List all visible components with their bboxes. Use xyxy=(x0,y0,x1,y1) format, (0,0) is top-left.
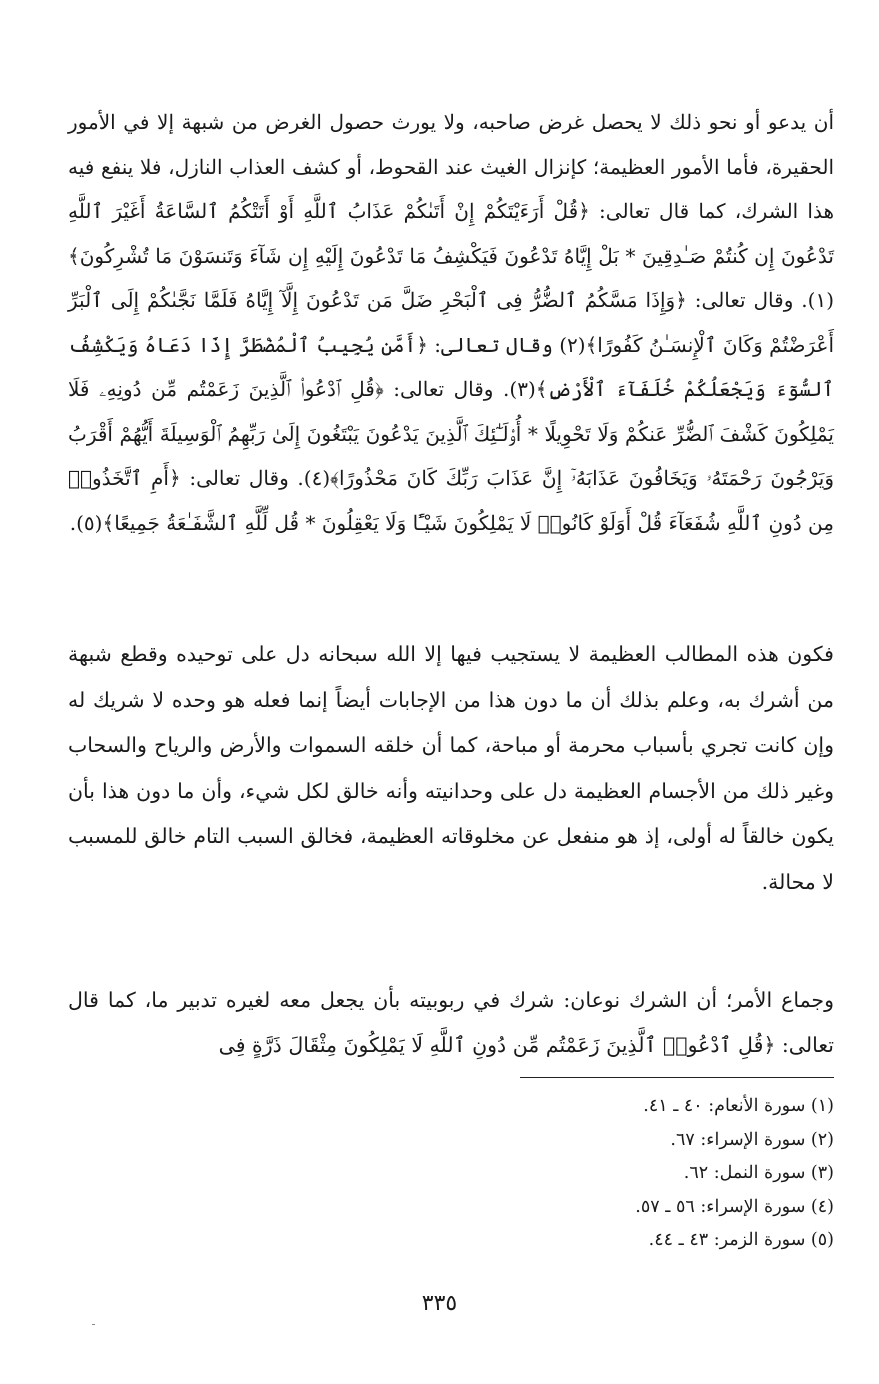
footnote-1: (١) سورة الأنعام: ٤٠ ـ ٤١. xyxy=(643,1096,834,1116)
paragraph-3: وجماع الأمر؛ أن الشرك نوعان: شرك في ربوبيته بأن يجعل معه لغيره تدبير ما، كما قال تعالى: ﴿قُلِ ٱدْعُوا۟ ٱلَّذِينَ زَعَمْتُم مِّن دُونِ ٱللَّهِ لَا يَمْلِكُونَ مِثْقَالَ ذَرَّةٍ فِى xyxy=(68,988,834,1057)
footnote-2: (٢) سورة الإسراء: ٦٧. xyxy=(670,1129,834,1150)
paragraph-2: فكون هذه المطالب العظيمة لا يستجيب فيها إلا الله سبحانه دل على توحيده وقطع شبهة من أشرك به، وعلم بذلك أن ما دون هذا من الإجابات أيضاً إنما فعله هو وحده لا شريك له وإن كانت تجري بأسباب محرمة أو مباحة، كما أن خلقه السموات والأرض والرياح والسحاب وغير ذلك من الأجسام العظيمة دل على وحدانيته وأنه خالق لكل شيء، وأن ما دون هذا بأن يكون خالقاً له أولى، إذ هو منفعل عن مخلوقاته العظيمة، فخالق السبب التام خالق للمسبب لا محالة. xyxy=(68,642,834,894)
footnote-4: (٤) سورة الإسراء: ٥٦ ـ ٥٧. xyxy=(635,1196,834,1217)
footnotes-list xyxy=(635,1090,834,1258)
paragraph-1: أن يدعو أو نحو ذلك لا يحصل غرض صاحبه، ولا يورث حصول الغرض من شبهة إلا في الأمور الحقيرة، فأما الأمور العظيمة؛ كإنزال الغيث عند القحوط، أو كشف العذاب النازل، فلا ينفع فيه هذا الشرك، كما قال تعالى: ﴿قُلْ أَرَءَيْتَكُمْ إِنْ أَتَىٰكُمْ عَذَابُ ٱللَّهِ أَوْ أَتَتْكُمُ ٱلسَّاعَةُ أَغَيْرَ ٱللَّهِ تَدْعُونَ إِن كُنتُمْ صَـٰدِقِينَ * بَلْ إِيَّاهُ تَدْعُونَ فَيَكْشِفُ مَا تَدْعُونَ إِلَيْهِ إِن شَآءَ وَتَنسَوْنَ مَا تُشْرِكُونَ﴾(١). وقال تعالى: ﴿وَإِذَا مَسَّكُمُ ٱلضُّرُّ فِى ٱلْبَحْرِ ضَلَّ مَن تَدْعُونَ إِلَّآ إِيَّاهُ فَلَمَّا نَجَّىٰكُمْ إِلَى ٱلْبَرِّ أَعْرَضْتُمْ وَكَانَ ٱلْإِنسَـٰنُ كَفُورًا﴾(٢) وقال تعالى: ﴿أَمَّن يُجِيبُ ٱلْمُضْطَرَّ إِذَا دَعَاهُ وَيَكْشِفُ ٱلسُّوٓءَ وَيَجْعَلُكُمْ خُلَفَآءَ ٱلْأَرْضِ﴾(٣). وقال تعالى: ﴿قُلِ ٱدْعُوا۟ ٱلَّذِينَ زَعَمْتُم مِّن دُونِهِۦ فَلَا يَمْلِكُونَ كَشْفَ ٱلضُّرِّ عَنكُمْ وَلَا تَحْوِيلًا * أُو۟لَـٰٓئِكَ ٱلَّذِينَ يَدْعُونَ يَبْتَغُونَ إِلَىٰ رَبِّهِمُ ٱلْوَسِيلَةَ أَيُّهُمْ أَقْرَبُ وَيَرْجُونَ رَحْمَتَهُۥ وَيَخَافُونَ عَذَابَهُۥٓ إِنَّ عَذَابَ رَبِّكَ كَانَ مَحْذُورًا﴾(٤). وقال تعالى: ﴿أَمِ ٱتَّخَذُوا۟ مِن دُونِ ٱللَّهِ شُفَعَآءَ قُلْ أَوَلَوْ كَانُوا۟ لَا يَمْلِكُونَ شَيْـًٔا وَلَا يَعْقِلُونَ * قُل لِّلَّهِ ٱلشَّفَـٰعَةُ جَمِيعًا﴾(٥). xyxy=(68,110,835,535)
footnote-5: (٥) سورة الزمر: ٤٣ ـ ٤٤. xyxy=(648,1230,834,1251)
scan-speck xyxy=(92,1324,95,1325)
page-number: ٣٣٥ xyxy=(421,1291,458,1316)
footnote-divider xyxy=(520,1077,834,1078)
footnote-3: (٣) سورة النمل: ٦٢. xyxy=(683,1163,834,1184)
